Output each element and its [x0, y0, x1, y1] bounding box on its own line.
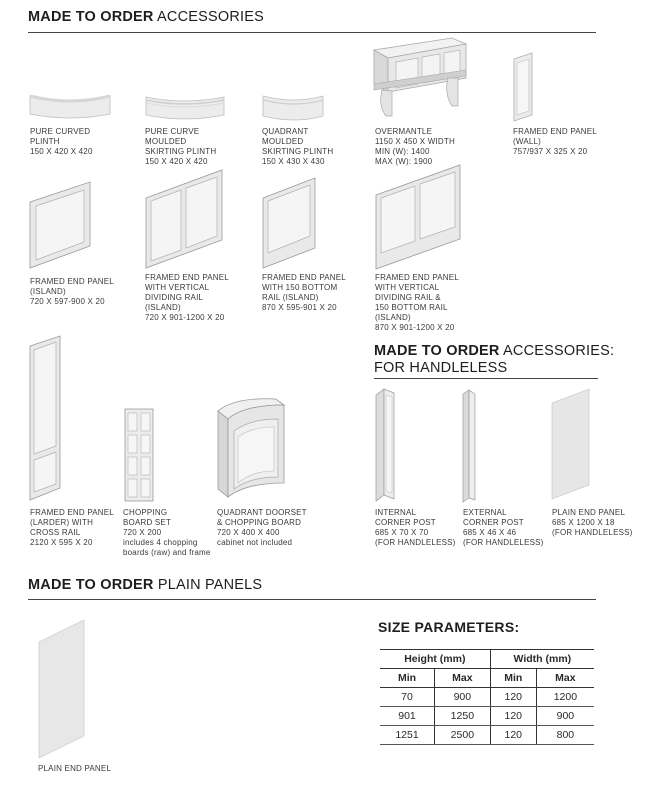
external-corner-image [462, 390, 476, 502]
plain-panels-heading [28, 577, 262, 594]
caption-line: 720 X 597-900 X 20 [30, 297, 105, 306]
caption-line: CORNER POST [375, 518, 436, 527]
height-header: Height (mm) [380, 650, 490, 669]
framed-vertical-rail-caption [145, 273, 229, 323]
pure-curve-moulded-caption [145, 127, 216, 167]
internal-corner-caption [375, 508, 456, 548]
caption-line: 685 X 46 X 46 [463, 528, 517, 537]
caption-line: RAIL (ISLAND) [262, 293, 319, 302]
caption-line: INTERNAL [375, 508, 417, 517]
caption-line: FRAMED END PANEL [145, 273, 229, 282]
caption-line: PLAIN END PANEL [38, 764, 112, 773]
overmantle-image [374, 36, 466, 124]
handleless-divider [374, 378, 598, 379]
accessories-heading [28, 9, 264, 26]
caption-line: & CHOPPING BOARD [217, 518, 302, 527]
caption-line: EXTERNAL [463, 508, 507, 517]
caption-line: DIVIDING RAIL [145, 293, 204, 302]
caption-line: 757/937 X 325 X 20 [513, 147, 588, 156]
quadrant-doorset-caption [217, 508, 307, 548]
plain-panels-heading-light: PLAIN PANELS [157, 577, 263, 593]
handleless-heading [374, 343, 614, 377]
framed-island-caption [30, 277, 114, 307]
table-cell: 120 [490, 707, 536, 726]
caption-line: 685 X 1200 X 18 [552, 518, 615, 527]
caption-line: boards (raw) and frame [123, 548, 211, 557]
table-cell: 120 [490, 688, 536, 707]
width-header: Width (mm) [490, 650, 594, 669]
table-cell: 70 [380, 688, 435, 707]
height-max-header: Max [435, 669, 491, 688]
caption-line: 720 X 400 X 400 [217, 528, 280, 537]
caption-line: DIVIDING RAIL & [375, 293, 441, 302]
internal-corner-image [374, 389, 396, 503]
plain-end-handleless-image [551, 389, 591, 501]
caption-line: MAX (W): 1900 [375, 157, 433, 166]
caption-line: (FOR HANDLELESS) [375, 538, 456, 547]
caption-line: PLAIN END PANEL [552, 508, 626, 517]
table-cell: 800 [536, 726, 594, 745]
caption-line: 720 X 200 [123, 528, 162, 537]
table-cell: 900 [536, 707, 594, 726]
table-cell: 1250 [435, 707, 491, 726]
caption-line: 1150 X 450 X WIDTH [375, 137, 455, 146]
table-cell: 120 [490, 726, 536, 745]
chopping-board-set-image [124, 408, 154, 502]
framed-vertical-150-caption [375, 273, 459, 333]
width-min-header: Min [490, 669, 536, 688]
quadrant-moulded-caption [262, 127, 333, 167]
caption-line: includes 4 chopping [123, 538, 198, 547]
plain-panels-heading-bold: MADE TO ORDER [28, 577, 154, 593]
caption-line: QUADRANT [262, 127, 309, 136]
caption-line: MOULDED [262, 137, 304, 146]
height-min-header: Min [380, 669, 435, 688]
caption-line: cabinet not included [217, 538, 293, 547]
caption-line: (FOR HANDLELESS) [463, 538, 544, 547]
caption-line: 150 BOTTOM RAIL [375, 303, 448, 312]
framed-vertical-rail-image [144, 170, 224, 268]
framed-larder-caption [30, 508, 114, 548]
caption-line: 685 X 70 X 70 [375, 528, 429, 537]
caption-line: 870 X 595-901 X 20 [262, 303, 337, 312]
caption-line: PURE CURVED [30, 127, 91, 136]
caption-line: (ISLAND) [145, 303, 181, 312]
caption-line: MIN (W): 1400 [375, 147, 430, 156]
handleless-heading-light2: FOR HANDLELESS [374, 360, 508, 376]
accessories-heading-bold: MADE TO ORDER [28, 9, 154, 25]
plain-end-panel-image [38, 620, 86, 760]
caption-line: 150 X 420 X 420 [30, 147, 93, 156]
table-cell: 1200 [536, 688, 594, 707]
accessories-heading-light: ACCESSORIES [157, 9, 264, 25]
caption-line: OVERMANTLE [375, 127, 433, 136]
chopping-board-set-caption [123, 508, 211, 558]
table-cell: 901 [380, 707, 435, 726]
framed-150-bottom-caption [262, 273, 346, 313]
caption-line: WITH 150 BOTTOM [262, 283, 338, 292]
pure-curved-plinth-image [28, 92, 112, 122]
caption-line: QUADRANT DOORSET [217, 508, 307, 517]
handleless-heading-bold: MADE TO ORDER [374, 343, 500, 359]
caption-line: 2120 X 595 X 20 [30, 538, 93, 547]
caption-line: CORNER POST [463, 518, 524, 527]
caption-line: (ISLAND) [30, 287, 66, 296]
size-parameters-title: SIZE PARAMETERS: [378, 619, 520, 635]
caption-line: WITH VERTICAL [375, 283, 440, 292]
caption-line: FRAMED END PANEL [30, 508, 114, 517]
caption-line: 870 X 901-1200 X 20 [375, 323, 455, 332]
caption-line: FRAMED END PANEL [30, 277, 114, 286]
framed-island-image [28, 182, 92, 270]
quadrant-doorset-image [216, 397, 286, 501]
caption-line: (WALL) [513, 137, 542, 146]
pure-curved-plinth-caption [30, 127, 93, 157]
width-max-header: Max [536, 669, 594, 688]
caption-line: 150 X 420 X 420 [145, 157, 208, 166]
framed-vertical-150-image [374, 165, 462, 269]
table-row [380, 707, 594, 726]
quadrant-moulded-image [261, 94, 325, 124]
table-row [380, 688, 594, 707]
table-cell: 900 [435, 688, 491, 707]
caption-line: SKIRTING PLINTH [262, 147, 334, 156]
caption-line: FRAMED END PANEL [513, 127, 597, 136]
caption-line: PURE CURVE [145, 127, 200, 136]
caption-line: CHOPPING [123, 508, 168, 517]
caption-line: (FOR HANDLELESS) [552, 528, 633, 537]
caption-line: (ISLAND) [375, 313, 411, 322]
caption-line: SKIRTING PLINTH [145, 147, 217, 156]
caption-line: PLINTH [30, 137, 60, 146]
plain-end-panel-caption [38, 764, 111, 774]
handleless-heading-light1: ACCESSORIES: [503, 343, 615, 359]
table-cell: 2500 [435, 726, 491, 745]
plain-panels-divider [28, 599, 596, 600]
table-row [380, 726, 594, 745]
framed-150-bottom-image [261, 178, 317, 268]
caption-line: 720 X 901-1200 X 20 [145, 313, 225, 322]
caption-line: 150 X 430 X 430 [262, 157, 325, 166]
overmantle-caption [375, 127, 455, 167]
framed-wall-image [512, 53, 534, 121]
table-cell: 1251 [380, 726, 435, 745]
pure-curve-moulded-image [144, 95, 226, 123]
caption-line: CROSS RAIL [30, 528, 81, 537]
plain-end-handleless-caption [552, 508, 633, 538]
caption-line: BOARD SET [123, 518, 172, 527]
accessories-divider [28, 32, 596, 33]
caption-line: FRAMED END PANEL [375, 273, 459, 282]
caption-line: FRAMED END PANEL [262, 273, 346, 282]
framed-wall-caption [513, 127, 597, 157]
caption-line: WITH VERTICAL [145, 283, 210, 292]
caption-line: (LARDER) WITH [30, 518, 94, 527]
external-corner-caption [463, 508, 544, 548]
caption-line: MOULDED [145, 137, 187, 146]
framed-larder-image [28, 336, 62, 500]
size-parameters-table [380, 649, 594, 745]
